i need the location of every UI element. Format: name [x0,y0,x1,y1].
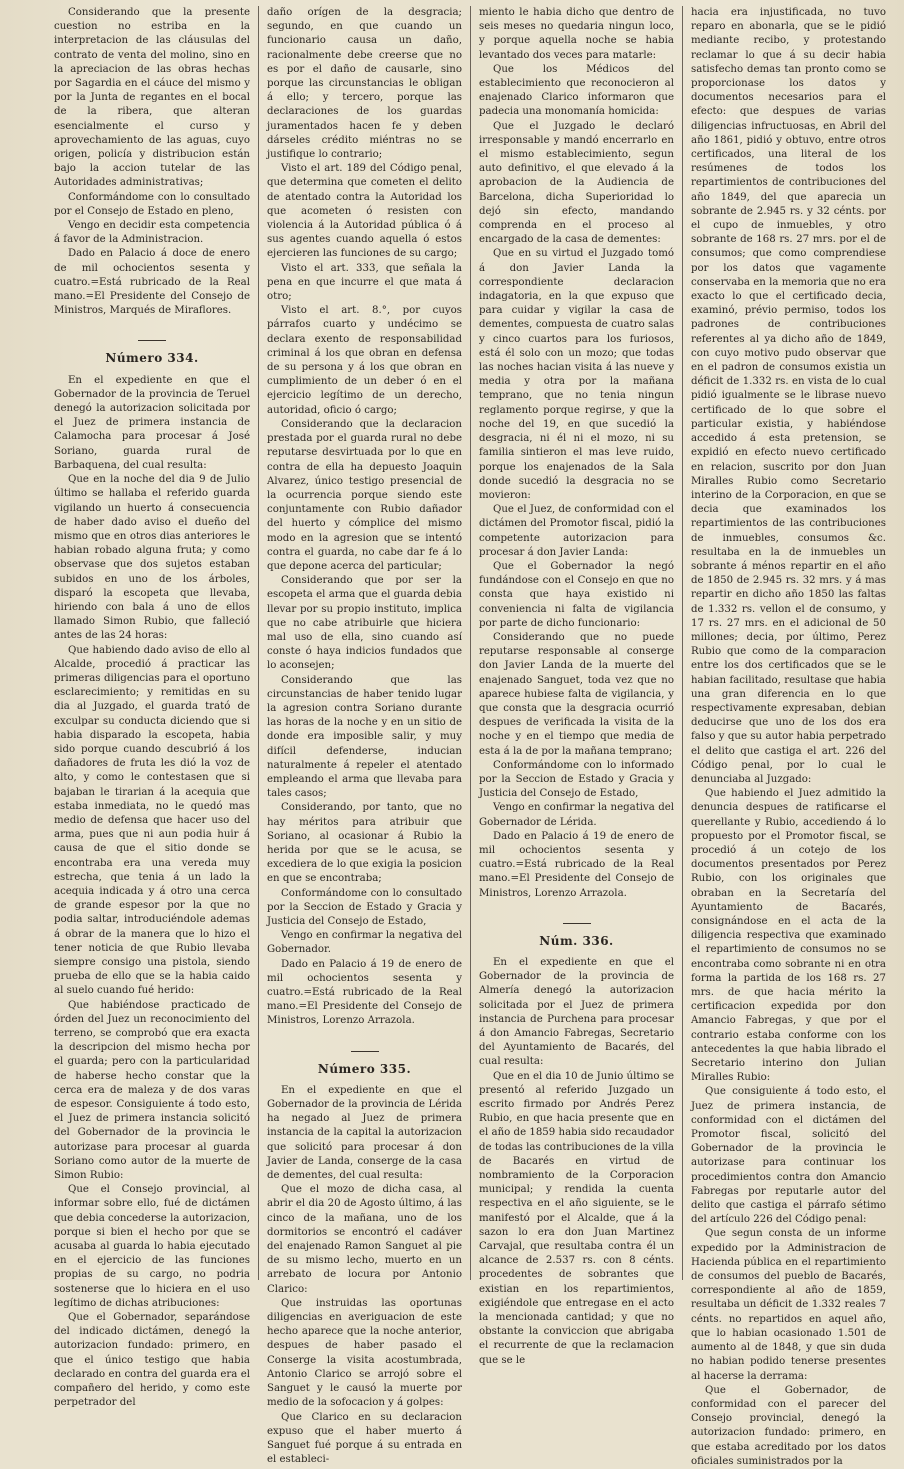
paragraph: Considerando que la presente cuestion no estriba en la interpretacion de las cláusulas del contrato de venta del molino, sino en la apreciacion de las obras hechas por Sagardia en el cáuce del mismo y por la Junta de regantes en el bocal de la ribera, que alteran esencialmente el curso y aprovechamiento de las aguas, cuyo origen, policía y distribucion están bajo la accion tutelar de las Autoridades administrativas; [54,7,250,189]
paragraph: Que en la noche del dia 9 de Julio último se hallaba el referido guarda vigilando un huerto á consecuencia de haber dado aviso el dueño del mismo que en otros dias anteriores le habian robado alguna fruta; y como observase que dos sujetos estaban subidos en uno de los árboles, disparó la escopeta que llevaba, hiriendo con bala á uno de ellos llamado Simon Rubio, que falleció antes de las 24 horas: [54,474,250,642]
paragraph: Que el Gobernador la negó fundándose con el Consejo en que no consta que haya existido ni conveniencia ni falta de vigilancia por parte de dicho funcionario: [479,560,674,629]
paragraph: Que segun consta de un informe expedido por la Administracion de Hacienda pública en el repartimiento de consumos del pueblo de Bacarés, correspondiente al año de 1859, resultaba un déficit de 1.332 reales 7 cénts. no repartidos en aquel año, que lo habian ocasionado 1.501 de aumento al de 1848, y que sin duda no habian podido tenerse presentes al hacerse la derrama: [691,1228,886,1382]
paragraph: Que instruidas las oportunas diligencias en averiguacion de este hecho aparece que la noche anterior, despues de haber pasado el Conserge la visita acostumbrada, Antonio Clarico se arrojó sobre el Sanguet y le causó la muerte por medio de la sofocacion y á golpes: [267,1297,462,1409]
paragraph: Vengo en confirmar la negativa del Gobernador. [267,930,462,956]
paragraph: Dado en Palacio á 19 de enero de mil ochocientos sesenta y cuatro.=Está rubricado de la Real mano.=El Presidente del Consejo de Ministros, Lorenzo Arrazola. [479,830,674,899]
paragraph: Vengo en decidir esta competencia á favor de la Administracion. [54,220,250,246]
paragraph: Conformándome con lo consultado por la Seccion de Estado y Gracia y Justicia del Consejo de Estado, [267,887,462,927]
paragraph: Considerando que las circunstancias de haber tenido lugar la agresion contra Soriano durante las horas de la noche y en un sitio de donde era imposible salir, y muy difícil defenderse, inducian naturalmente á repeler el atentado empleando el arma que llevaba para tales casos; [267,674,462,800]
paragraph: miento le habia dicho que dentro de seis meses no quedaria ningun loco, y porque aquella noche se habia levantado dos veces para matarle: [479,7,674,61]
paragraph: Considerando, por tanto, que no hay méritos para atribuir que Soriano, al ocasionar á Rubio la herida por que se le acusa, se excediera de lo que exigia la posicion en que se encontraba; [267,802,462,885]
paragraph: Dado en Palacio á doce de enero de mil ochocientos sesenta y cuatro.=Está rubricado de la Real mano.=El Presidente del Consejo de Ministros, Marqués de Miraflores. [54,248,250,317]
column-3 [470,6,682,1366]
section-heading: Núm. 336. [539,933,614,948]
column-1 [46,6,258,1409]
paragraph: Conformándome con lo informado por la Seccion de Estado y Gracia y Justicia del Consejo de Estado, [479,759,674,800]
paragraph: Que habiendo dado aviso de ello al Alcalde, procedió á practicar las primeras diligencias para el oportuno esclarecimiento; y remitidas en su dia al Juzgado, el guarda trató de exculpar su conducta diciendo que si habia disparado la escopeta, habia sido porque cuando descubrió á los dañadores de fruta les dió la voz de alto, y como le contestasen que si bajaban le tirarian á la acequia que estaba inmediata, no le quedó mas medio de defensa que hacer uso del arma, pues que ni aun podia huir á causa de que el sitio donde se encontraba era una vereda muy estrecha, que tenia á un lado la acequia indicada y á otro una cerca de grande espesor por la que no podia saltar, introduciéndole ademas á obrar de la manera que lo hizo el tener noticia de que Rubio llevaba siempre consigo una pistola, siendo prueba de ello que se la habia caido al suelo cuando fué herido: [54,644,250,997]
paragraph: Considerando que no puede reputarse responsable al conserge don Javier Landa de la muerte del enajenado Sanguet, toda vez que no aparece hubiese falta de vigilancia, y que consta que la desgracia ocurrió despues de verificada la visita de la noche y en el tiempo que media de esta á la de por la mañana temprano; [479,631,674,757]
column-2 [258,6,470,1466]
paragraph: En el expediente en que el Gobernador de la provincia de Teruel denegó la autorizacion solicitada por el Juez de primera instancia de Calamocha para procesar á José Soriano, guarda rural de Barbaquena, del cual resulta: [54,374,250,471]
paragraph: En el expediente en que el Gobernador de la provincia de Lérida ha negado al Juez de primera instancia de la capital la autorizacion que solicitó para procesar á don Javier de Landa, conserge de la casa de dementes, del cual resulta: [267,1084,462,1182]
paragraph: daño orígen de la desgracia; segundo, en que cuando un funcionario causa un daño, racionalmente debe creerse que no es por el daño de causarle, sino porque las circunstancias le obligan á ello; y tercero, porque las declaraciones de los guardas juramentados hacen fe y deben dárseles crédito miéntras no se justifique lo contrario; [267,7,462,161]
section-heading: Número 334. [105,351,199,366]
paragraph: Visto el art. 8.°, por cuyos párrafos cuarto y undécimo se declara exento de responsabilidad criminal á los que obran en defensa de su persona y á los que obran en cumplimiento de un deber ó en el ejercicio legítimo de un derecho, autoridad, oficio ó cargo; [267,305,462,416]
section-divider [138,340,166,341]
paragraph: Vengo en confirmar la negativa del Gobernador de Lérida. [479,802,674,828]
paragraph: Visto el art. 333, que señala la pena en que incurre el que mata á otro; [267,262,462,303]
section-divider [351,1051,379,1052]
paragraph: Que el Juez, de conformidad con el dictámen del Promotor fiscal, pidió la competente autorizacion para procesar á don Javier Landa: [479,504,674,558]
paragraph: Que el Gobernador, separándose del indicado dictámen, denegó la autorizacion fundado: primero, en que el único testigo que habia declarado en contra del guarda era el compañero del herido, y como este perpetrador del [54,1312,250,1409]
paragraph: Considerando que la declaracion prestada por el guarda rural no debe reputarse desvirtuada por lo que en contra de ella ha depuesto Joaquin Alvarez, único testigo presencial de la ocurrencia porque siendo este conjuntamente con Rubio dañador del huerto y cómplice del mismo modo en la agresion que se intentó contra el guarda, no cabe dar fe á lo que depone acerca del particular; [267,418,462,572]
paragraph: Visto el art. 189 del Código penal, que determina que cometen el delito de atentado contra la Autoridad los que acometen ó resisten con violencia á la Autoridad pública ó á sus agentes cuando aquella ó estos ejercieren las funciones de su cargo; [267,163,462,260]
paragraph: Que en su virtud el Juzgado tomó á don Javier Landa la correspondiente declaracion indagatoria, en la que expuso que para cuidar y vigilar la casa de dementes, compuesta de cuatro salas y cinco cuartos para los furiosos, está él solo con un mozo; que todas las noches hacian visita á las nueve y media y otra por la mañana temprano, que no tenia ningun reglamento porque regirse, y que la noche del 19, en que sucedió la desgracia, ni él ni el mozo, ni su familia sintieron el mas leve ruido, porque los enajenados de la Sala donde sucedió la desgracia no se movieron: [479,248,674,501]
paragraph: Que los Médicos del establecimiento que reconocieron al enajenado Clarico informaron que padecia una monomanía homicida: [479,63,674,118]
paragraph: Que el mozo de dicha casa, al abrir el dia 20 de Agosto último, á las cinco de la mañana, uno de los dormitorios se encontró el cadáver del enajenado Ramon Sanguet al pie de su mismo lecho, muerto en un arrebato de locura por Antonio Clarico: [267,1184,462,1295]
paragraph: En el expediente en que el Gobernador de la provincia de Almería denegó la autorizacion solicitada por el Juez de primera instancia de Purchena para procesar á don Amancio Fabregas, Secretario del Ayuntamiento de Bacarés, del cual resulta: [479,957,674,1068]
section-heading: Número 335. [317,1061,412,1076]
paragraph: Que en el dia 10 de Junio último se presentó al referido Juzgado un escrito firmado por Andrés Perez Rubio, en que hacia presente que en el año de 1859 habia sido recaudador de todas las contribuciones de la villa de Bacarés en virtud de nombramiento de la Corporacion municipal; y rendida la cuenta respectiva en el año siguiente, se le manifestó por el Alcalde, que á la sazon lo era don Juan Martinez Carvajal, que resultaba contra él un alcance de 2.537 rs. con 8 cénts. procedentes de sobrantes que existian en los repartimientos, exigiéndole que entregase en el acto la mencionada cantidad; y que no obstante la conviccion que abrigaba el recurrente de que la reclamacion que se le [479,1070,674,1366]
paragraph: Que el Juzgado le declaró irresponsable y mandó encerrarlo en el mismo establecimiento, segun auto definitivo, el que elevado á la aprobacion de la Audiencia de Barcelona, dicha Superioridad lo dejó sin efecto, mandando comprenda en el proceso al encargado de la casa de dementes: [479,120,674,246]
paragraph: Conformándome con lo consultado por el Consejo de Estado en pleno, [54,191,250,217]
paragraph: Que el Consejo provincial, al informar sobre ello, fué de dictámen que debia concederse la autorizacion, porque si bien el hecho por que se acusaba al guarda lo habia ejecutado en el ejercicio de las funciones propias de su cargo, no podria sostenerse que lo hiciera en el uso legítimo de dichas atribuciones: [54,1184,250,1309]
paragraph: Dado en Palacio á 19 de enero de mil ochocientos sesenta y cuatro.=Está rubricado de la Real mano.=El Presidente del Consejo de Ministros, Lorenzo Arrazola. [267,958,462,1027]
paragraph: hacia era injustificada, no tuvo reparo en abonarla, que se le pidió mediante recibo, y protestando reclamar lo que á su decir habia satisfecho demas tan pronto como se proporcionase los datos y documentos necesarios para el efecto: que despues de varias diligencias infructuosas, en Abril del año 1861, pidió y obtuvo, entre otros certificados, una literal de los resúmenes de todos los repartimientos de contribuciones del año 1849, del que aparecia un sobrante de 2.945 rs. y 32 cénts. por el cupo de inmuebles, y otro sobrante de 168 rs. 27 mrs. por el de consumos; que como comprendiese por los datos que vagamente conservaba en la memoria que no era exacto lo que el certificado decia, examinó, prévio permiso, todos los padrones de contribuciones referentes al ya dicho año de 1849, con cuyo motivo pudo observar que en el padron de consumos existia un déficit de 1.332 rs. en vista de lo cual pidió igualmente se le librase nuevo certificado de lo que sobre el particular existia, y habiéndose accedido á esta pretension, se expidió en efecto nuevo certificado en relacion, suscrito por don Juan Miralles Rubio como Secretario interino de la Corporacion, en que se decia que examinados los repartimientos de las contribuciones de inmuebles, consumos &c. resultaba en la de inmuebles un sobrante á ménos repartir en el año de 1850 de 2.945 rs. 32 mrs. y á mas repartir en dicho año 1850 las faltas de 1.332 rs. vellon el de consumo, y 17 rs. 27 mrs. en el adicional de 50 millones; decia, por último, Perez Rubio que como de la comparacion entre los dos certificados que se le habian facilitado, resultase que habia una gran diferencia en lo que respectivamente expresaban, debian deducirse que uno de los dos era falso y que su autor habia perpetrado el delito que castiga el art. 226 del Código penal, por lo cual le denunciaba al Juzgado: [691,7,886,785]
section-divider [563,923,591,924]
text-columns [46,6,896,1467]
paragraph: Que habiéndose practicado de órden del Juez un reconocimiento del terreno, se comprobó que era exacta la descripcion del mismo hecha por el guarda; pero con la particularidad de haberse hecho constar que la cerca era de maleza y de dos varas de espesor. Consiguiente á todo esto, el Juez de primera instancia solicitó del Gobernador de la provincia le autorizase para procesar al guarda Soriano como autor de la muerte de Simon Rubio: [54,999,250,1182]
paragraph: Considerando que por ser la escopeta el arma que el guarda debia llevar por su propio instituto, implica que no cabe atribuirle que hiciera mal uso de ella, sino cuando así conste ó haya indicios fundados que lo aconsejen; [267,575,462,672]
column-4 [682,6,894,1467]
paragraph: Que consiguiente á todo esto, el Juez de primera instancia, de conformidad con el dictámen del Promotor fiscal, solicitó del Gobernador de la provincia le autorizase para continuar los procedimientos contra don Amancio Fabregas por reputarle autor del delito que castiga el párrafo sétimo del artículo 226 del Código penal: [691,1086,886,1226]
paragraph: Que Clarico en su declaracion expuso que el haber muerto á Sanguet fué porque á su entrada en el estableci- [267,1411,462,1466]
paragraph: Que el Gobernador, de conformidad con el parecer del Consejo provincial, denegó la autorizacion fundado: primero, en que estaba acreditado por los datos oficiales suministrados por la [691,1384,886,1467]
paragraph: Que habiendo el Juez admitido la denuncia despues de ratificarse el querellante y Rubio, accediendo á lo propuesto por el Promotor fiscal, se procedió á un cotejo de los documentos presentados por Perez Rubio, con los originales que obraban en la Secretaría del Ayuntamiento de Bacarés, consignándose en el acta de la diligencia respectiva que examinado el repartimiento de consumos no se encontraba como sobrante ni en otra forma la partida de los 168 rs. 27 mrs. de que hacia mérito la certificacion expedida por don Amancio Fabregas, y que por el contrario estaba conforme con los antecedentes la que habia librado el Secretario interino don Julian Miralles Rubio: [691,788,886,1084]
